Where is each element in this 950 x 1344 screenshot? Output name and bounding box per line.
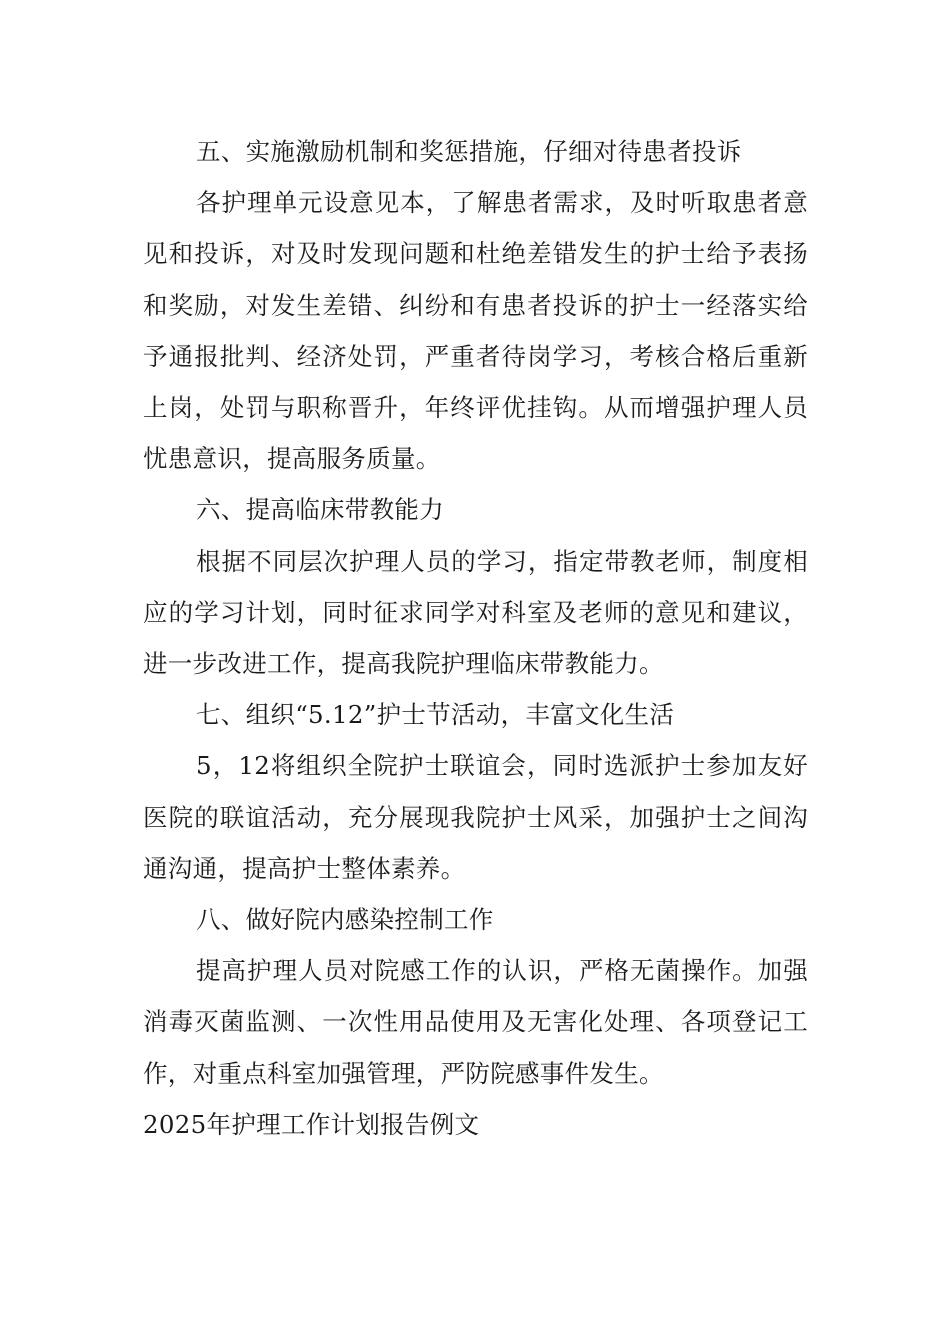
- section-heading-6: 六、提高临床带教能力: [196, 495, 444, 525]
- document-body: [143, 126, 808, 1150]
- section-heading-8: 八、做好院内感染控制工作: [196, 905, 494, 935]
- section-body-5: 各护理单元设意见本，了解患者需求，及时听取患者意见和投诉，对及时发现问题和杜绝差错发生的护士给予表扬和奖励，对发生差错、纠纷和有患者投诉的护士一经落实给予通报批判、经济处罚，严重者待岗学习，考核合格后重新上岗，处罚与职称晋升，年终评优挂钩。从而增强护理人员忧患意识，提高服务质量。: [143, 188, 808, 474]
- section-body-7: 5，12将组织全院护士联谊会，同时选派护士参加友好医院的联谊活动，充分展现我院护士风采，加强护士之间沟通沟通，提高护士整体素养。: [143, 751, 808, 883]
- section-body-8: 提高护理人员对院感工作的认识，严格无菌操作。加强消毒灭菌监测、一次性用品使用及无害化处理、各项登记工作，对重点科室加强管理，严防院感事件发生。: [143, 956, 808, 1088]
- next-document-title: 2025年护理工作计划报告例文: [143, 1109, 480, 1139]
- section-body-6: 根据不同层次护理人员的学习，指定带教老师，制度相应的学习计划，同时征求同学对科室及老师的意见和建议，进一步改进工作，提高我院护理临床带教能力。: [143, 546, 808, 679]
- section-heading-5: 五、实施激励机制和奖惩措施，仔细对待患者投诉: [196, 137, 742, 166]
- section-heading-7: 七、组织“5.12”护士节活动，丰富文化生活: [196, 700, 675, 730]
